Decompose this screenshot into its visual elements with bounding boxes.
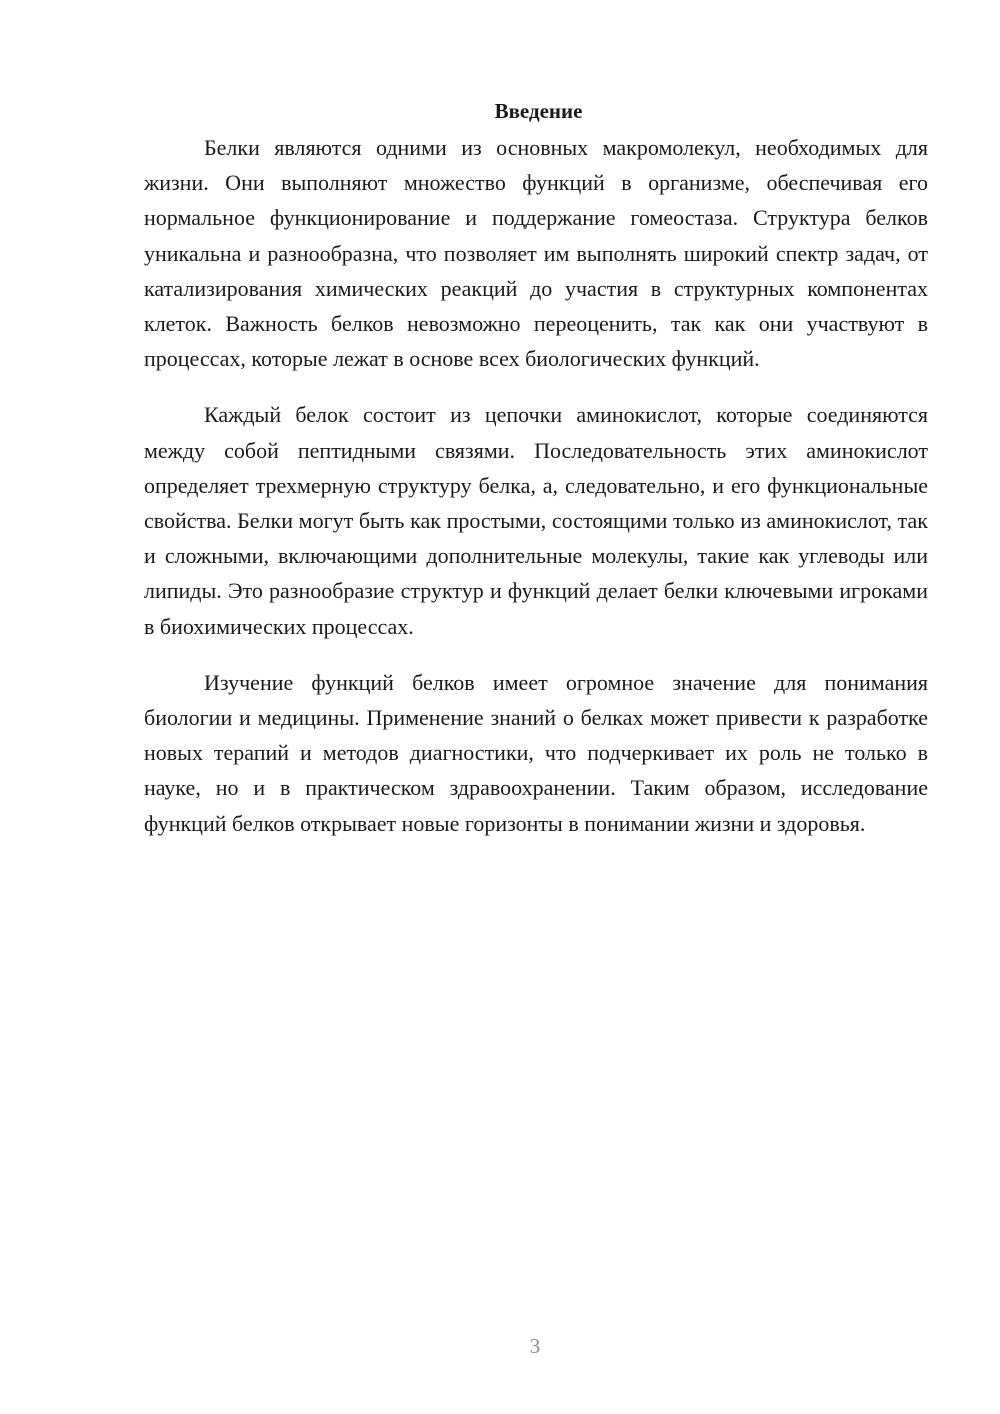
page-content bbox=[144, 96, 928, 862]
paragraph-2: Каждый белок состоит из цепочки аминокислот, которые соединяются между собой пептидными связями. Последовательность этих аминокислот определяет трехмерную структуру белка, а, следовательно, и его функциональные свойства. Белки могут быть как простыми, состоящими только из аминокислот, так и сложными, включающими дополнительные молекулы, такие как углеводы или липиды. Это разнообразие структур и функций делает белки ключевыми игроками в биохимических процессах. bbox=[144, 402, 928, 639]
page-number: 3 bbox=[529, 1334, 541, 1358]
paragraph-3: Изучение функций белков имеет огромное значение для понимания биологии и медицины. Применение знаний о белках может привести к разработке новых терапий и методов диагностики, что подчеркивает их роль не только в науке, но и в практическом здравоохранении. Таким образом, исследование функций белков открывает новые горизонты в понимании жизни и здоровья. bbox=[144, 669, 928, 836]
paragraph-1: Белки являются одними из основных макромолекул, необходимых для жизни. Они выполняют множество функций в организме, обеспечивая его нормальное функционирование и поддержание гомеостаза. Структура белков уникальна и разнообразна, что позволяет им выполнять широкий спектр задач, от катализирования химических реакций до участия в структурных компонентах клеток. Важность белков невозможно переоценить, так как они участвуют в процессах, которые лежат в основе всех биологических функций. bbox=[144, 135, 928, 372]
section-heading: Введение bbox=[494, 99, 583, 123]
